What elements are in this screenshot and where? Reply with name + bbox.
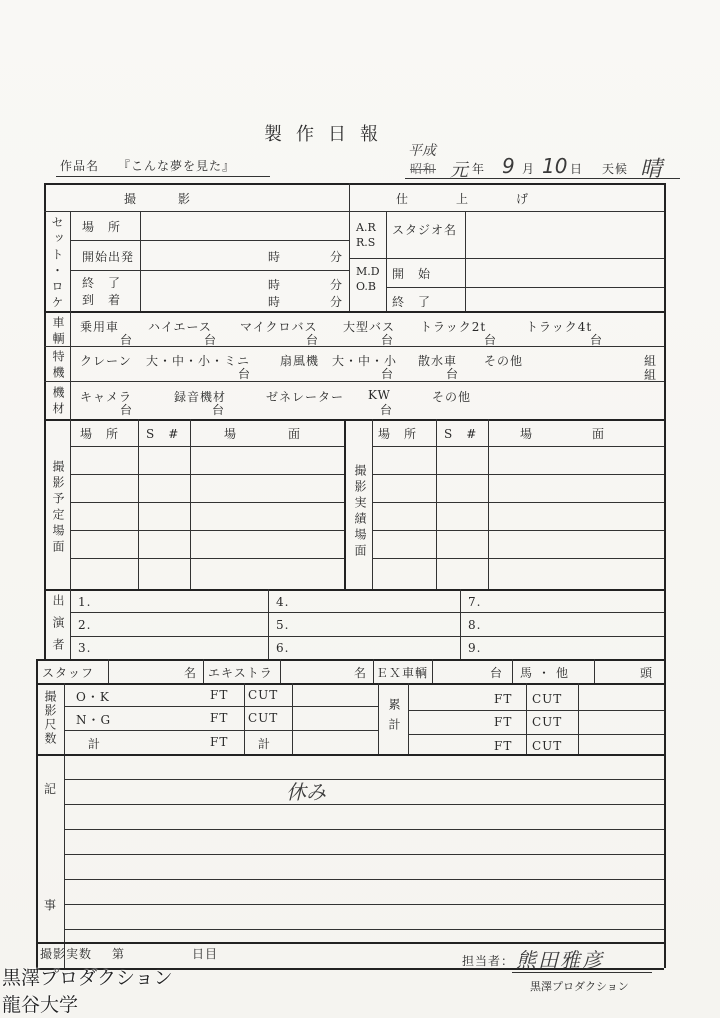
cum-ft-3: FT xyxy=(494,739,513,753)
ng-label: N・G xyxy=(76,713,112,727)
staff-unit: 名 xyxy=(184,666,198,680)
extras-label: エキストラ xyxy=(208,666,273,680)
watermark-line1: 黒澤プロダクション xyxy=(2,967,173,989)
era-handwritten: 平成 xyxy=(408,143,436,159)
cast-side: 出演者 xyxy=(51,594,65,660)
planned-col-scene: 場 面 xyxy=(224,427,305,441)
ok-ft: FT xyxy=(210,688,229,702)
planned-scenes-side: 撮影予定場面 xyxy=(51,460,65,556)
cum-ft-1: FT xyxy=(494,692,513,706)
actual-col-s: S # xyxy=(444,427,478,441)
special-set-unit-2: 組 xyxy=(644,368,658,382)
crane-unit: 台 xyxy=(238,367,252,381)
total-sub: 計 xyxy=(258,737,272,751)
era-printed: 昭和 xyxy=(410,162,437,176)
fan-unit: 台 xyxy=(381,367,395,381)
arrival-minute: 分 xyxy=(330,295,344,309)
special-other: その他 xyxy=(484,354,524,368)
equipment-side: 機材 xyxy=(51,386,65,418)
set-location-side: セット・ロケ xyxy=(50,216,64,312)
person-underline xyxy=(512,972,652,973)
crane-label: クレーン xyxy=(80,354,132,368)
notes-content: 休み xyxy=(286,780,326,804)
month-unit: 月 xyxy=(522,162,536,176)
cast-2: 2. xyxy=(78,618,92,632)
film-side: 撮影尺数 xyxy=(43,690,57,746)
shoot-days-label: 撮影実数 xyxy=(40,947,93,961)
ok-cut: CUT xyxy=(248,688,279,702)
cast-6: 6. xyxy=(276,641,290,655)
ex-vehicle-label: ＥＸ車輌 xyxy=(376,666,429,680)
cast-7: 7. xyxy=(468,595,482,609)
vehicle-bus-unit: 台 xyxy=(381,333,395,347)
ex-vehicle-unit: 台 xyxy=(490,666,504,680)
section-finishing: 仕 上 げ xyxy=(396,192,537,206)
year-value: 元 xyxy=(450,160,468,181)
shoot-days-suffix: 日目 xyxy=(192,947,219,961)
day-value: 10 xyxy=(542,154,568,178)
weather-value: 晴 xyxy=(640,157,663,182)
work-label: 作品名 xyxy=(60,159,100,173)
vehicle-microbus-unit: 台 xyxy=(306,333,320,347)
vehicle-car: 乗用車 xyxy=(80,320,120,334)
person-name: 熊田雅彦 xyxy=(516,948,604,972)
cast-9: 9. xyxy=(468,641,482,655)
fan-label: 扇風機 xyxy=(280,354,320,368)
vehicle-truck4-unit: 台 xyxy=(590,333,604,347)
section-shooting: 撮 影 xyxy=(124,192,197,206)
arrival-hour: 時 xyxy=(268,295,282,309)
cum-cut-3: CUT xyxy=(532,739,563,753)
vehicle-truck2: トラック2t xyxy=(420,320,487,334)
vehicle-hiace-unit: 台 xyxy=(204,333,218,347)
ok-label: O・K xyxy=(76,690,110,704)
actual-col-place: 場 所 xyxy=(378,427,418,441)
vehicle-car-unit: 台 xyxy=(120,333,134,347)
fan-sizes: 大・中・小 xyxy=(332,354,398,368)
total-ft: FT xyxy=(210,735,229,749)
vehicles-side: 車輌 xyxy=(51,316,65,348)
cast-3: 3. xyxy=(78,641,92,655)
sound-unit: 台 xyxy=(212,403,226,417)
watermark-line2: 龍谷大学 xyxy=(2,994,79,1016)
cumulative-label: 累計 xyxy=(387,698,401,738)
ng-ft: FT xyxy=(210,711,229,725)
vehicle-truck2-unit: 台 xyxy=(484,333,498,347)
vehicle-microbus: マイクロバス xyxy=(240,320,318,334)
cum-cut-2: CUT xyxy=(532,715,563,729)
sound-label: 録音機材 xyxy=(174,390,227,404)
cast-4: 4. xyxy=(276,595,290,609)
place-label: 場 所 xyxy=(82,220,122,234)
kw-label: KW xyxy=(368,388,391,402)
actual-col-scene: 場 面 xyxy=(520,427,611,441)
end-hour: 時 xyxy=(268,278,282,292)
horse-unit: 頭 xyxy=(640,666,654,680)
work-underline xyxy=(56,176,270,177)
year-unit: 年 xyxy=(472,162,486,176)
work-title: 『こんな夢を見た』 xyxy=(118,159,236,173)
vehicle-hiace: ハイエース xyxy=(148,320,212,334)
company-name: 黒澤プロダクション xyxy=(530,980,629,993)
date-underline xyxy=(405,178,680,179)
ar-label: A.R xyxy=(356,221,376,234)
cast-8: 8. xyxy=(468,618,482,632)
rs-label: R.S xyxy=(356,236,376,249)
cast-1: 1. xyxy=(78,595,92,609)
planned-col-s: S # xyxy=(146,427,180,441)
notes-side-bottom: 事 xyxy=(44,898,58,912)
staff-label: スタッフ xyxy=(42,666,95,680)
ng-cut: CUT xyxy=(248,711,279,725)
cast-5: 5. xyxy=(276,618,290,632)
camera-label: キャメラ xyxy=(80,390,133,404)
cum-ft-2: FT xyxy=(494,715,513,729)
day-unit: 日 xyxy=(570,162,584,176)
horse-label: 馬・他 xyxy=(520,666,575,680)
notes-side-top: 記 xyxy=(44,782,58,796)
total-label: 計 xyxy=(88,737,102,751)
special-side: 特機 xyxy=(51,350,65,382)
ob-label: O.B xyxy=(356,280,376,293)
kw-unit: 台 xyxy=(380,403,394,417)
cum-cut-1: CUT xyxy=(532,692,563,706)
studio-label: スタジオ名 xyxy=(392,223,458,237)
departure-minute: 分 xyxy=(330,250,344,264)
planned-col-place: 場 所 xyxy=(80,427,120,441)
departure-hour: 時 xyxy=(268,250,282,264)
sprinkler-unit: 台 xyxy=(446,367,460,381)
start-label: 開 始 xyxy=(392,267,432,281)
extras-unit: 名 xyxy=(354,666,368,680)
equipment-other: その他 xyxy=(432,390,472,404)
generator-label: ゼネレーター xyxy=(266,390,345,404)
month-value: 9 xyxy=(502,154,515,178)
vehicle-truck4: トラック4t xyxy=(526,320,593,334)
shoot-days-prefix: 第 xyxy=(112,947,126,961)
document-title: 製作日報 xyxy=(264,124,392,145)
person-label: 担当者： xyxy=(462,954,515,968)
sprinkler-label: 散水車 xyxy=(418,354,458,368)
vehicle-bus: 大型バス xyxy=(343,320,396,334)
md-label: M.D xyxy=(356,265,380,278)
crane-sizes: 大・中・小・ミニ xyxy=(146,354,251,368)
end-minute: 分 xyxy=(330,278,344,292)
end-label: 終 了 xyxy=(82,276,122,290)
actual-scenes-side: 撮影実績場面 xyxy=(353,464,367,560)
weather-label: 天候 xyxy=(602,162,629,176)
camera-unit: 台 xyxy=(120,403,134,417)
arrival-label: 到 着 xyxy=(82,293,122,307)
finish-end-label: 終 了 xyxy=(392,295,432,309)
departure-label: 開始出発 xyxy=(82,250,135,264)
special-set-unit-1: 組 xyxy=(644,354,658,368)
